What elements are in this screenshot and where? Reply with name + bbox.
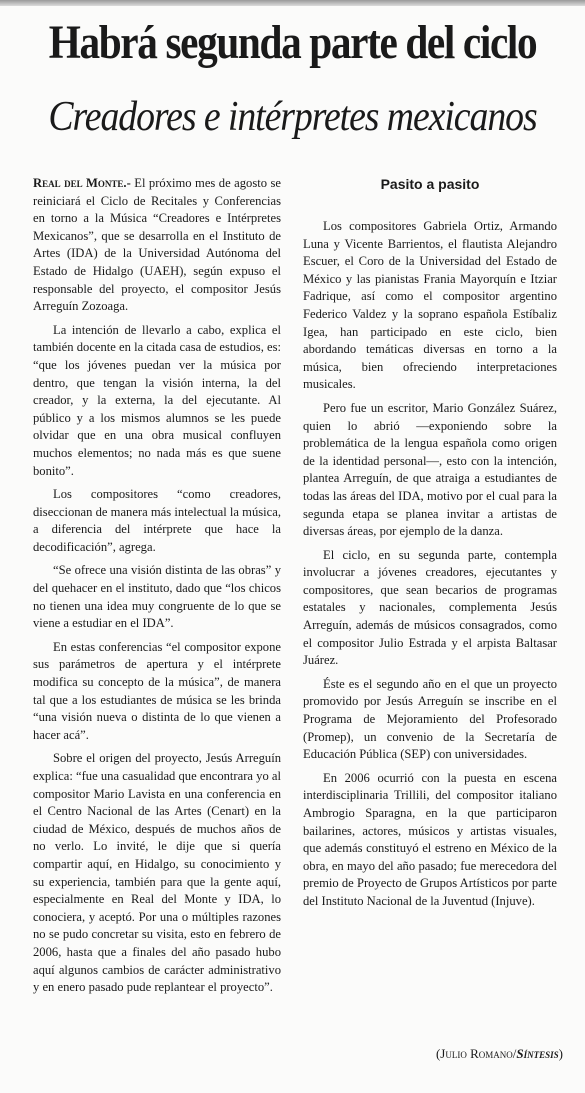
dateline: Real del Monte.-: [33, 176, 131, 190]
credit-author: Julio Romano: [440, 1046, 513, 1061]
lead-text: El próximo mes de agosto se reiniciará el Ciclo de Recitales y Conferencias en torno a la Música “Creadores e Intérpretes Mexicanos”, que se desarrolla en el Instituto de Artes (IDA) de la Universidad Autónoma del Estado de Hidalgo (UAEH), según expuso el responsable del proyecto, el compositor Jesús Arreguín Zozoaga.: [33, 176, 281, 314]
headline: Habrá segunda parte del ciclo: [48, 16, 537, 69]
subheadline: Creadores e intérpretes mexicanos: [48, 94, 537, 140]
section-heading: Pasito a pasito: [380, 176, 480, 192]
body-paragraph: Los compositores Gabriela Ortiz, Armando Luna y Vicente Barrientos, el flautista Alejandro Escuer, el Coro de la Universidad del Estado de México y las pianistas Frania Mayorquín e Itziar Fadrique, así como el compositor argentino Federico Valdez y la soprano española Estíbaliz Igea, han participado en este ciclo, bien abordando temáticas diversas en torno a la música, bien ofreciendo interpretaciones musicales.: [303, 219, 557, 392]
right-column: [303, 218, 557, 917]
left-column: [33, 175, 281, 1003]
body-paragraph: En 2006 ocurrió con la puesta en escena interdisciplinaria Trillili, del compositor italiano Ambrogio Sparagna, en la que participaron bailarines, actores, músicos y artistas visuales, que además constituyó el estreno en México de la obra, en mayo del año pasado; fue merecedora del premio de Proyecto de Grupos Artísticos por parte del Instituto Nacional de la Juventud (Injuve).: [303, 770, 557, 908]
body-paragraph: Sobre el origen del proyecto, Jesús Arreguín explica: “fue una casualidad que encontrara yo al compositor Mario Lavista en una conferencia en el Centro Nacional de las Artes (Cenart) en la ciudad de México, después de muchos años de no verlo. Lo invité, le dije que si quería compartir aquí, en Hidalgo, su conocimiento y su experiencia, también para que la gente aquí, especialmente en Real del Monte y IDA, lo conociera, y aceptó. Por una o múltiples razones no se pudo concretar su visita, esto en febrero de 2006, hasta que a finales del año pasado hubo aquí algunos cambios de carácter administrativo y en enero pasado pude replantear el proyecto”.: [33, 751, 281, 995]
lead-paragraph: [33, 175, 281, 316]
body-paragraph: El ciclo, en su segunda parte, contempla involucrar a jóvenes creadores, ejecutantes y compositores, que sean becarios de programas estatales y nacionales, complementa Jesús Arreguín, además de músicos consagrados, como el compositor Julio Estrada y el arpista Baltasar Juárez.: [303, 547, 557, 668]
body-paragraph: Pero fue un escritor, Mario González Suárez, quien lo abrió —exponiendo sobre la problemática de la lengua española como origen de la identidad personal—, esto con la intención, plantea Arreguín, de que atraiga a estudiantes de todas las áreas del IDA, motivo por el cual para la segunda etapa se planea invitar a artistas de diversas áreas, por ejemplo de la danza.: [303, 400, 557, 539]
body-paragraph: “Se ofrece una visión distinta de las obras” y del quehacer en el instituto, dado que “los chicos no tienen una idea muy congruente de lo que se viene a estudiar en el IDA”.: [33, 563, 281, 631]
body-paragraph: Éste es el segundo año en el que un proyecto promovido por Jesús Arreguín se inscribe en el Programa de Mejoramiento del Profesorado (Promep), un convenio de la Secretaría de Educación Pública (SEP) con universidades.: [303, 676, 557, 762]
photo-credit: (Julio Romano/Síntesis): [435, 1046, 563, 1061]
body-paragraph: En estas conferencias “el compositor expone sus parámetros de apertura y el intérprete modifica su concepto de la música”, de manera tal que a los estudiantes de música se les brinda “una visión nueva o distinta de lo que vienen a hacer acá”.: [33, 639, 281, 742]
top-border: [0, 0, 585, 6]
credit-source: Síntesis: [516, 1046, 559, 1061]
body-paragraph: La intención de llevarlo a cabo, explica el también docente en la citada casa de estudios, es: “que los jóvenes puedan ver la música por dentro, que tengan la visión interna, la del creador, y la externa, la del ejecutante. Al público y a los mismos alumnos se les puede olvidar que en una obra musical confluyen muchos elementos; no nada más es que suene bonito”.: [33, 322, 281, 478]
credit-separator: /: [512, 1046, 517, 1061]
body-paragraph: Los compositores “como creadores, diseccionan de manera más intelectual la música, a diferencia del intérprete que hace la decodificación”, agrega.: [33, 487, 281, 554]
